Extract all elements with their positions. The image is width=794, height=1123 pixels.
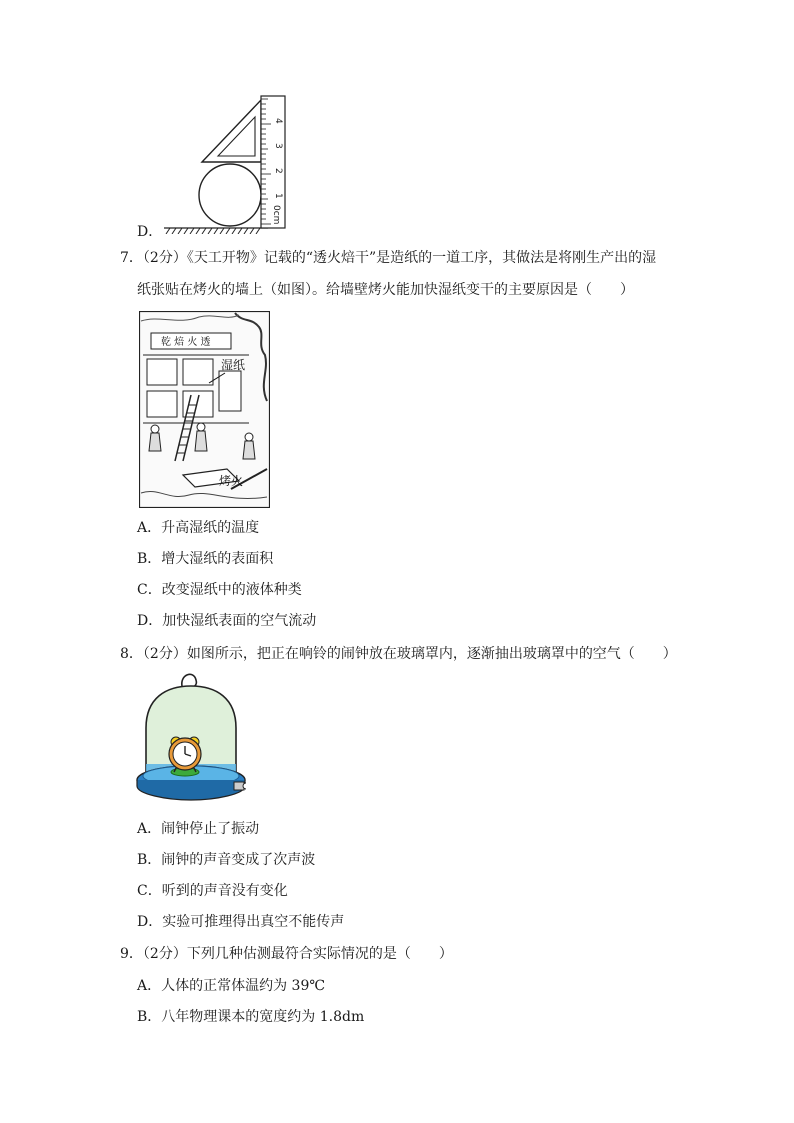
ruler-number-2: 2 xyxy=(273,168,283,174)
ruler-triangle-ball-figure xyxy=(158,92,298,234)
q9-option-a: A．人体的正常体温约为 39℃ xyxy=(137,978,326,994)
ruler-number-0cm: 0cm xyxy=(271,205,281,225)
label-wet-paper: 湿纸 xyxy=(221,358,246,372)
q6-option-d: D． xyxy=(137,224,163,240)
woodcut-title: 乾 焙 火 透 xyxy=(161,337,211,348)
ruler-number-3: 3 xyxy=(273,143,283,149)
q7-option-d: D．加快湿纸表面的空气流动 xyxy=(137,613,317,629)
bell-jar-alarm-clock-figure xyxy=(136,668,246,804)
q9-stem: 9．（2分）下列几种估测最符合实际情况的是（ ） xyxy=(120,946,453,962)
q7-option-a: A．升高湿纸的温度 xyxy=(137,520,260,536)
paper-drying-woodcut-figure xyxy=(139,311,270,508)
q7-option-c: C．改变湿纸中的液体种类 xyxy=(137,582,302,598)
ruler-number-4: 4 xyxy=(273,118,283,124)
q8-option-a: A．闹钟停止了振动 xyxy=(137,821,260,837)
ruler-number-1: 1 xyxy=(273,193,283,199)
q7-stem-line1: 7．（2分）《天工开物》记载的“透火焙干”是造纸的一道工序，其做法是将刚生产出的湿 xyxy=(120,250,657,266)
q8-option-d: D．实验可推理得出真空不能传声 xyxy=(137,914,345,930)
label-fire: 烤火 xyxy=(219,474,244,488)
q7-stem-line2: 纸张贴在烤火的墙上（如图）。给墙壁烤火能加快湿纸变干的主要原因是（ ） xyxy=(137,282,634,298)
q8-option-c: C．听到的声音没有变化 xyxy=(137,883,288,899)
q7-option-b: B．增大湿纸的表面积 xyxy=(137,551,274,567)
q8-stem: 8．（2分）如图所示，把正在响铃的闹钟放在玻璃罩内，逐渐抽出玻璃罩中的空气（ ） xyxy=(120,646,677,662)
q8-option-b: B．闹钟的声音变成了次声波 xyxy=(137,852,316,868)
q9-option-b: B．八年物理课本的宽度约为 1.8dm xyxy=(137,1009,365,1025)
